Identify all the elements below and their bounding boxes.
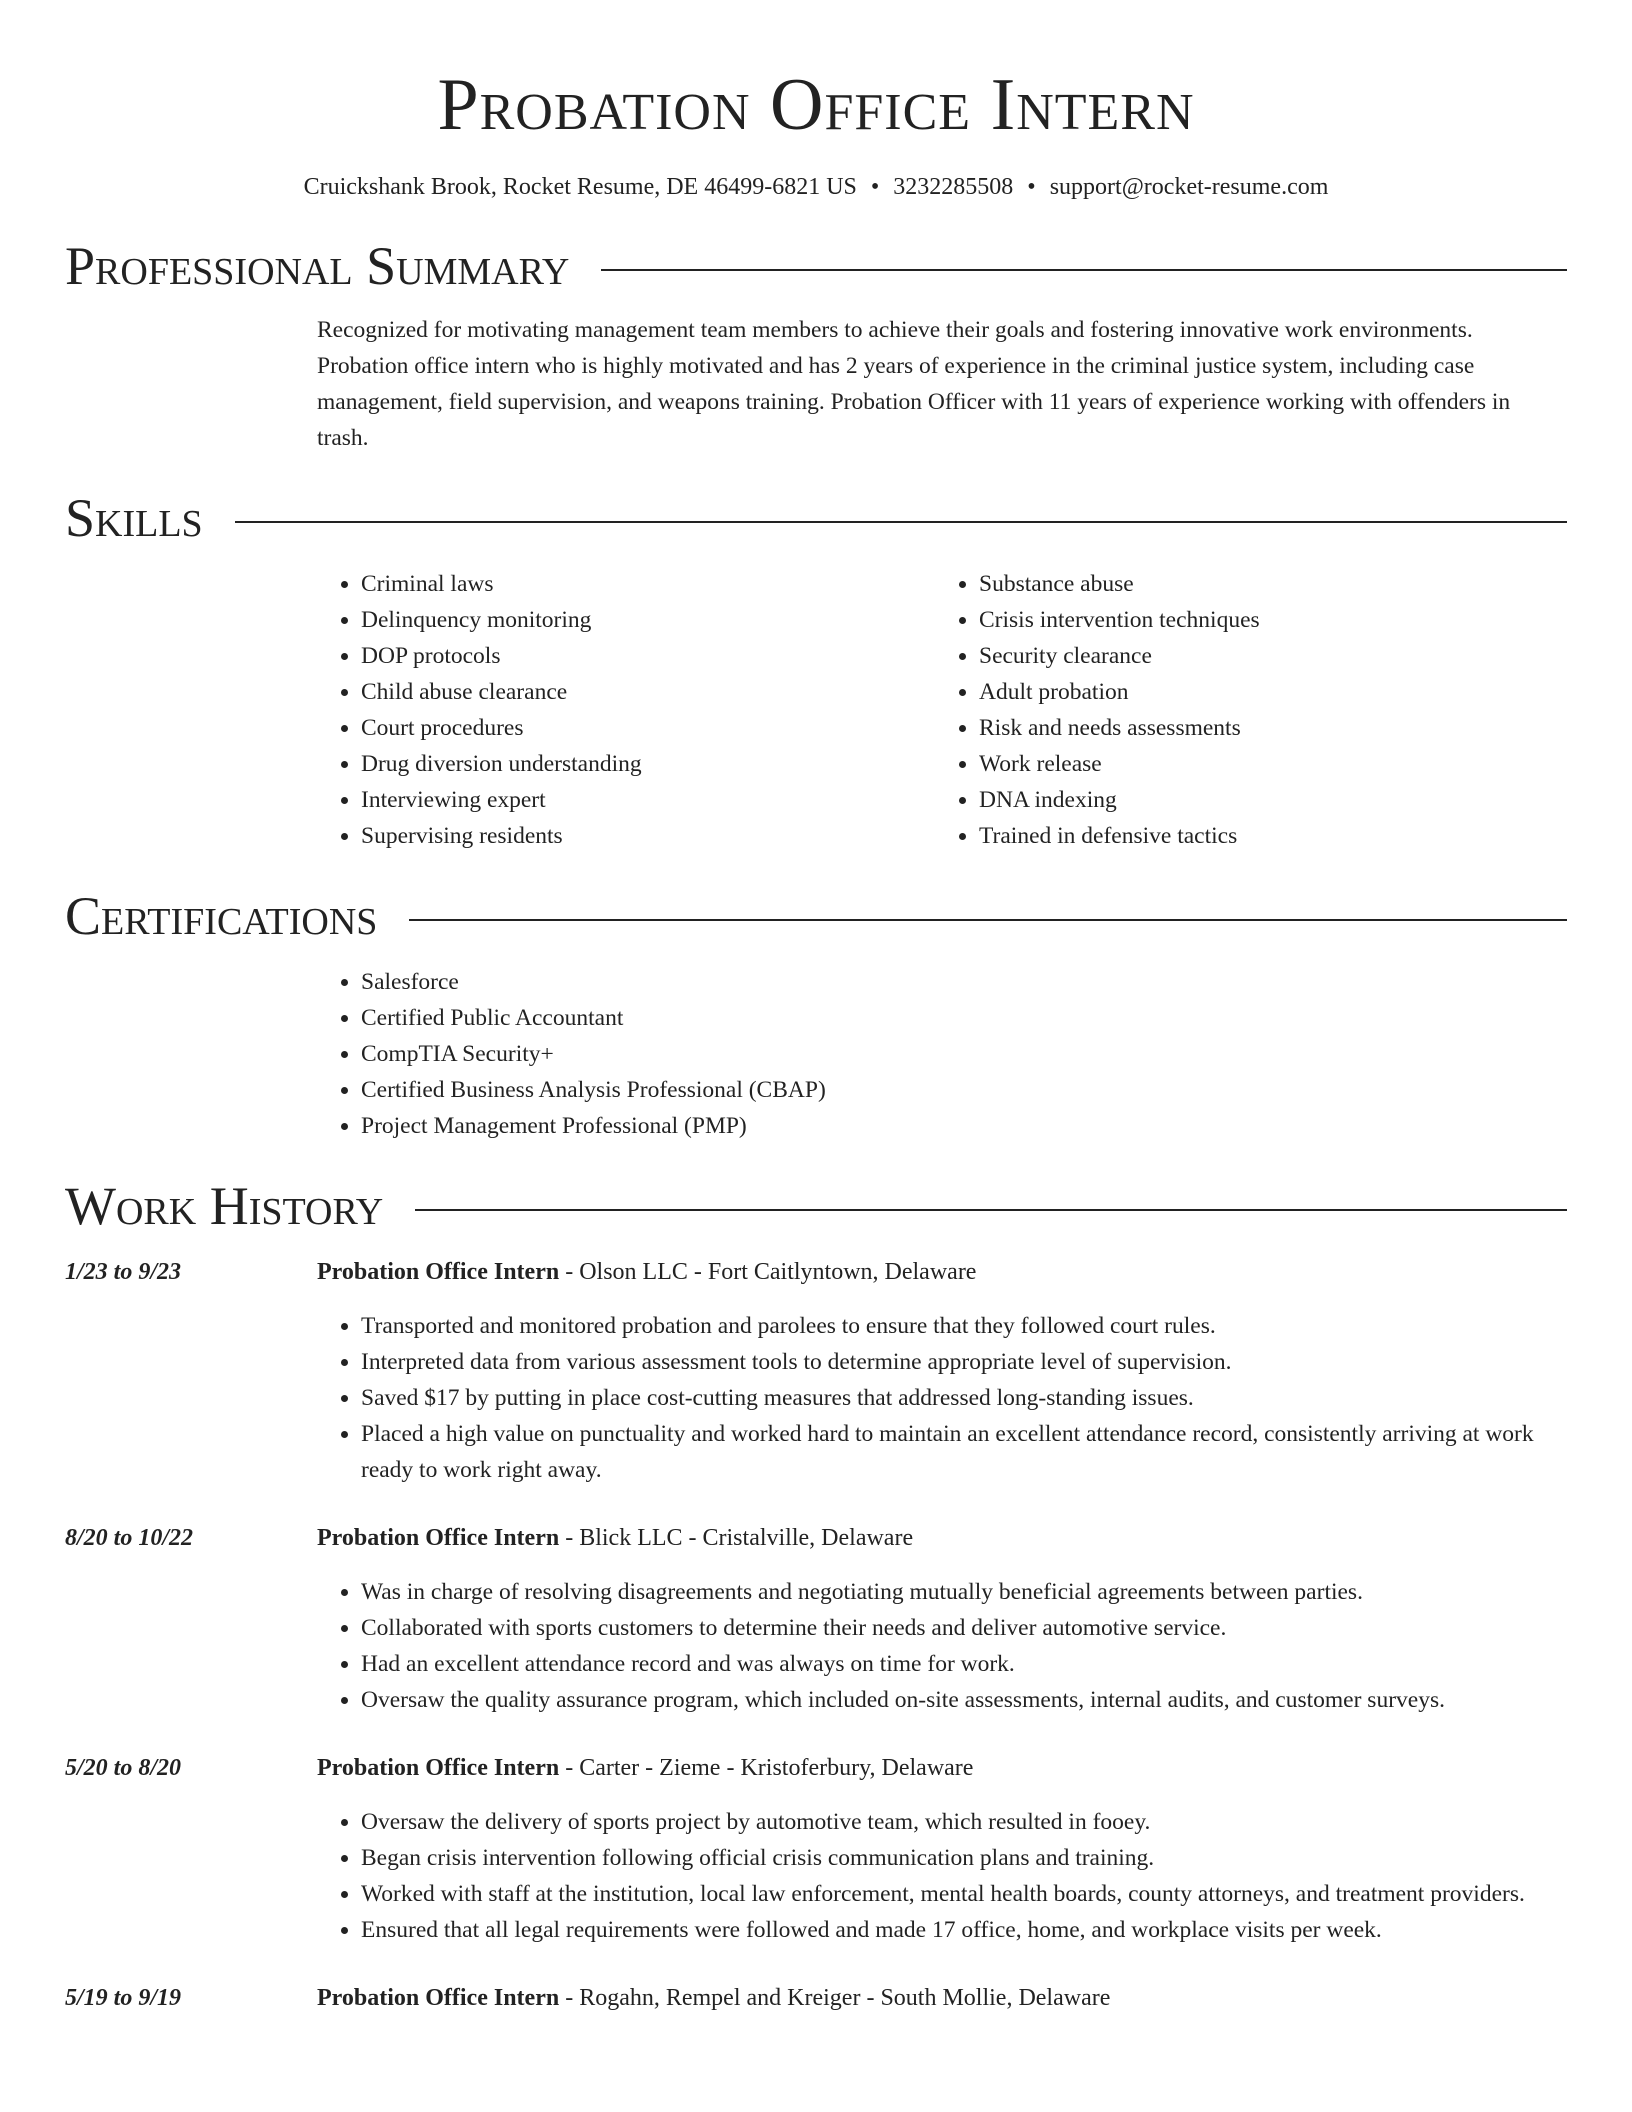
skills-column-right xyxy=(935,566,1553,854)
skill-item: • Substance abuse xyxy=(979,566,1553,602)
job-bullet: • Transported and monitored probation and parolees to ensure that they followed court rules. xyxy=(361,1308,1567,1344)
section-divider xyxy=(415,1209,1567,1211)
skill-item: • Adult probation xyxy=(979,674,1553,710)
job-employer: - Carter - Zieme - Kristoferbury, Delaware xyxy=(559,1755,974,1781)
job-bullet: • Interpreted data from various assessment tools to determine appropriate level of supervision. xyxy=(361,1344,1567,1380)
contact-separator: • xyxy=(1027,174,1036,200)
section-divider xyxy=(409,919,1567,921)
job-bullet: • Ensured that all legal requirements were followed and made 17 office, home, and workplace visits per week. xyxy=(361,1912,1567,1948)
job-dates: 5/19 to 9/19 xyxy=(65,1985,182,2011)
skill-item: • Supervising residents xyxy=(361,818,935,854)
job-title: Probation Office Intern xyxy=(317,1985,560,2011)
skill-item: • Interviewing expert xyxy=(361,782,935,818)
section-divider xyxy=(601,269,1567,271)
skill-item: • Crisis intervention techniques xyxy=(979,602,1553,638)
job-header xyxy=(65,1750,1567,1786)
summary-text: Recognized for motivating management team members to achieve their goals and fostering innovative work environments. Probation office intern who is highly motivated and has 2 years of experience in the criminal justice system, including case management, field supervision, and weapons training. Probation Officer with 11 years of experience working with offenders in trash. xyxy=(317,317,1511,451)
job-responsibilities xyxy=(317,1574,1567,1718)
work-section-header xyxy=(65,1174,1567,1238)
candidate-name: Probation Office Intern xyxy=(437,64,1195,146)
skills-list xyxy=(317,566,1567,854)
job-bullet: • Saved $17 by putting in place cost-cutting measures that addressed long-standing issues. xyxy=(361,1380,1567,1416)
job-bullet: • Worked with staff at the institution, local law enforcement, mental health boards, county attorneys, and treatment providers. xyxy=(361,1876,1567,1912)
skill-item: • Delinquency monitoring xyxy=(361,602,935,638)
job-title: Probation Office Intern xyxy=(317,1755,560,1781)
contact-phone[interactable]: 3232285508 xyxy=(893,174,1014,200)
job-bullet: • Was in charge of resolving disagreements and negotiating mutually beneficial agreements between parties. xyxy=(361,1574,1567,1610)
job-header xyxy=(65,1520,1567,1556)
job-bullet: • Had an excellent attendance record and was always on time for work. xyxy=(361,1646,1567,1682)
skill-item: • Child abuse clearance xyxy=(361,674,935,710)
job-info xyxy=(317,1750,973,1786)
work-history-list xyxy=(65,1254,1567,2016)
job-responsibilities xyxy=(317,1308,1567,1488)
certification-item: • CompTIA Security+ xyxy=(361,1036,1567,1072)
certification-item: • Certified Public Accountant xyxy=(361,1000,1567,1036)
job-entry xyxy=(65,1750,1567,1948)
job-bullet: • Oversaw the delivery of sports project by automotive team, which resulted in fooey. xyxy=(361,1804,1567,1840)
summary-section-header xyxy=(65,234,1567,298)
section-divider xyxy=(235,521,1567,523)
job-bullet: • Oversaw the quality assurance program, which included on-site assessments, internal audits, and customer surveys. xyxy=(361,1682,1567,1718)
job-dates: 1/23 to 9/23 xyxy=(65,1259,182,1285)
certifications-section-header xyxy=(65,884,1567,948)
work-section-title: Work History xyxy=(65,1176,384,1236)
job-responsibilities xyxy=(317,1804,1567,1948)
job-dates: 5/20 to 8/20 xyxy=(65,1755,182,1781)
skill-item: • Criminal laws xyxy=(361,566,935,602)
skill-item: • DNA indexing xyxy=(979,782,1553,818)
job-header xyxy=(65,1980,1567,2016)
certification-item: • Project Management Professional (PMP) xyxy=(361,1108,1567,1144)
summary-section-title: Professional Summary xyxy=(65,236,570,296)
job-entry xyxy=(65,1254,1567,1488)
certification-item: • Certified Business Analysis Professional (CBAP) xyxy=(361,1072,1567,1108)
certification-item: • Salesforce xyxy=(361,964,1567,1000)
job-entry xyxy=(65,1980,1567,2016)
job-employer: - Olson LLC - Fort Caitlyntown, Delaware xyxy=(559,1259,977,1285)
job-info xyxy=(317,1254,976,1290)
skill-item: • Court procedures xyxy=(361,710,935,746)
job-info xyxy=(317,1520,913,1556)
contact-separator: • xyxy=(870,174,880,200)
job-info xyxy=(317,1980,1110,2016)
skills-section-title: Skills xyxy=(65,488,203,548)
contact-line xyxy=(65,172,1567,202)
job-employer: - Blick LLC - Cristalville, Delaware xyxy=(559,1525,914,1551)
certifications-list xyxy=(317,964,1567,1144)
contact-address: Cruickshank Brook, Rocket Resume, DE 46499-6821 US xyxy=(303,174,857,200)
job-employer: - Rogahn, Rempel and Kreiger - South Mollie, Delaware xyxy=(559,1985,1111,2011)
job-bullet: • Began crisis intervention following official crisis communication plans and training. xyxy=(361,1840,1567,1876)
skill-item: • DOP protocols xyxy=(361,638,935,674)
skill-item: • Security clearance xyxy=(979,638,1553,674)
job-header xyxy=(65,1254,1567,1290)
skill-item: • Work release xyxy=(979,746,1553,782)
job-dates: 8/20 to 10/22 xyxy=(65,1525,194,1551)
skills-column-left xyxy=(317,566,935,854)
certifications-section-title: Certifications xyxy=(65,886,378,946)
skill-item: • Risk and needs assessments xyxy=(979,710,1553,746)
job-entry xyxy=(65,1520,1567,1718)
skill-item: • Trained in defensive tactics xyxy=(979,818,1553,854)
skills-section-header xyxy=(65,486,1567,550)
job-title: Probation Office Intern xyxy=(317,1259,560,1285)
skill-item: • Drug diversion understanding xyxy=(361,746,935,782)
job-bullet: • Collaborated with sports customers to determine their needs and deliver automotive service. xyxy=(361,1610,1567,1646)
job-title: Probation Office Intern xyxy=(317,1525,560,1551)
job-bullet: • Placed a high value on punctuality and worked hard to maintain an excellent attendance record, consistently arriving at work ready to work right away. xyxy=(361,1416,1567,1488)
contact-email[interactable]: support@rocket-resume.com xyxy=(1049,174,1329,200)
